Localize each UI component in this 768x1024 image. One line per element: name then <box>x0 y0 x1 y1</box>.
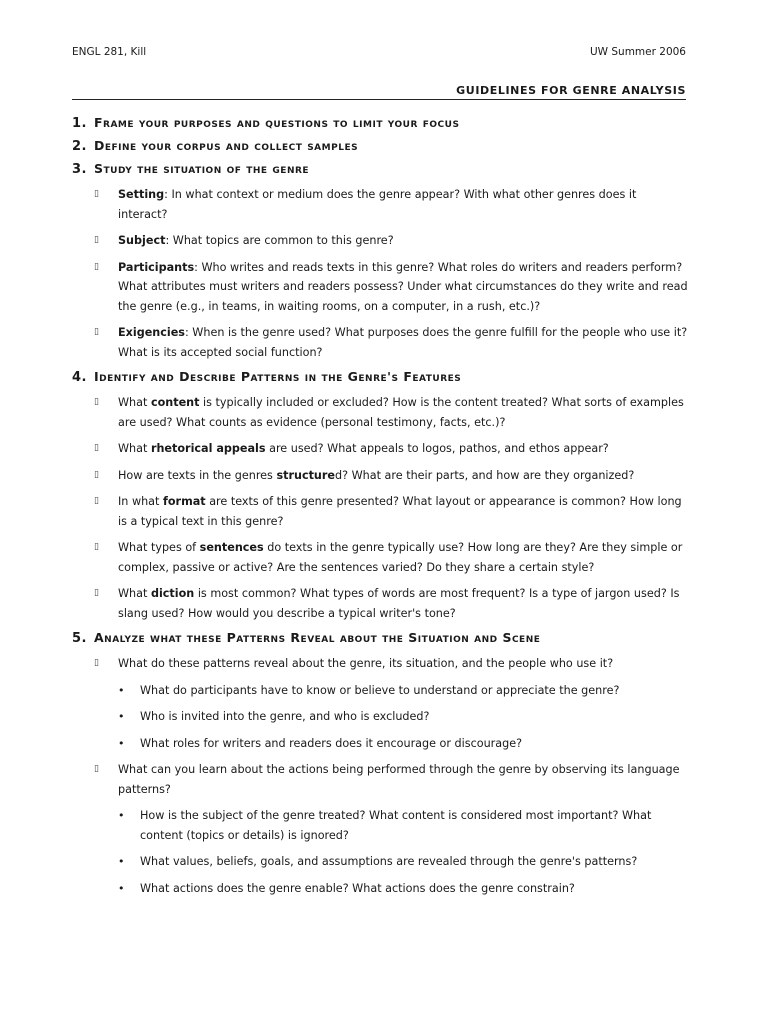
item-keyword: Setting <box>118 188 165 201</box>
term-label: UW Summer 2006 <box>589 46 686 58</box>
section-heading <box>72 631 692 646</box>
course-label: ENGL 281, Kill <box>72 46 147 58</box>
item-keyword: rhetorical appeals <box>150 442 266 455</box>
list-item <box>72 258 692 317</box>
item-keyword: Subject <box>118 234 166 247</box>
section-title: Identify and Describe Patterns in the Genre's Features <box>94 369 462 384</box>
sub-list-item <box>72 707 692 727</box>
section-heading <box>72 370 692 385</box>
item-text-tail: : What topics are common to this genre? <box>165 234 394 247</box>
dot-bullet-icon: • <box>118 683 125 697</box>
box-bullet-icon: ▯ <box>94 443 99 453</box>
item-text-tail: : When is the genre used? What purposes does the genre fulfill for the people who use it? What is its accepted social function? <box>118 326 688 359</box>
section-heading <box>72 162 692 177</box>
item-text-lead: What <box>118 587 151 600</box>
list-item-text <box>118 231 688 251</box>
box-bullet-icon: ▯ <box>94 235 99 245</box>
item-keyword: content <box>150 396 200 409</box>
section-number: 1. <box>72 116 87 131</box>
list-item-text <box>118 185 688 224</box>
list-item-text <box>118 584 688 623</box>
box-bullet-icon: ▯ <box>94 496 99 506</box>
list-item-text <box>118 760 688 799</box>
title-rule <box>72 99 686 100</box>
list-item-text <box>118 393 688 432</box>
item-text-lead: In what <box>118 495 163 508</box>
list-item <box>72 231 692 251</box>
section-title: Frame your purposes and questions to limit your focus <box>94 115 460 130</box>
box-bullet-icon: ▯ <box>94 189 99 199</box>
section-title: Analyze what these Patterns Reveal about the Situation and Scene <box>94 630 541 645</box>
list-item-text <box>118 492 688 531</box>
section-5 <box>72 631 692 898</box>
item-keyword: format <box>163 495 206 508</box>
section-number: 5. <box>72 631 87 646</box>
section-heading <box>72 116 692 131</box>
dot-bullet-icon: • <box>118 710 125 723</box>
item-text-tail: d? What are their parts, and how are they organized? <box>335 468 635 482</box>
guidelines-list <box>72 116 692 906</box>
list-item <box>72 185 692 224</box>
item-keyword: structure <box>276 468 335 482</box>
list-item <box>72 760 692 799</box>
item-text-tail: are texts of this genre presented? What layout or appearance is common? How long is a typical text in this genre? <box>118 495 682 528</box>
list-item-text <box>118 258 688 317</box>
box-bullet-icon: ▯ <box>94 261 99 272</box>
section-number: 4. <box>72 370 87 385</box>
item-text-tail: do texts in the genre typically use? How long are they? Are they simple or complex, passive or active? Are the sentences varied? Do they share a certain style? <box>118 541 683 574</box>
sub-list-item-text: How is the subject of the genre treated? What content is considered most important? What content (topics or details) is ignored? <box>140 809 652 842</box>
item-text-lead: What <box>118 396 151 409</box>
item-keyword: Exigencies <box>118 326 185 339</box>
sub-list-item-text: Who is invited into the genre, and who is excluded? <box>140 710 430 723</box>
box-bullet-icon: ▯ <box>94 658 99 668</box>
dot-bullet-icon: • <box>118 736 125 750</box>
box-bullet-icon: ▯ <box>94 764 99 774</box>
list-item <box>72 323 692 362</box>
item-text-lead: What can you learn about the actions being performed through the genre by observing its language patterns? <box>118 763 680 796</box>
box-bullet-icon: ▯ <box>94 397 99 407</box>
section-title: Define your corpus and collect samples <box>94 138 359 153</box>
sub-list-item-text: What roles for writers and readers does it encourage or discourage? <box>140 736 523 750</box>
sub-list-item-text: What actions does the genre enable? What actions does the genre constrain? <box>140 881 575 895</box>
box-bullet-icon: ▯ <box>94 469 99 480</box>
item-keyword: sentences <box>199 541 264 554</box>
list-item <box>72 584 692 623</box>
list-item <box>72 492 692 531</box>
box-bullet-icon: ▯ <box>94 588 99 598</box>
page-title: GUIDELINES FOR GENRE ANALYSIS <box>456 84 686 97</box>
item-text-tail: : Who writes and reads texts in this genre? What roles do writers and readers perform? What attributes must writers and readers possess? Under what circumstances do they write and read the genre (e.g., in teams, in waiting rooms, on a computer, in a rush, etc.)? <box>118 260 688 313</box>
item-keyword: diction <box>150 587 195 600</box>
list-item <box>72 393 692 432</box>
section-3 <box>72 162 692 362</box>
sub-list-item <box>72 879 692 899</box>
section-4 <box>72 370 692 623</box>
list-item-text <box>118 323 688 362</box>
list-item <box>72 654 692 674</box>
list-item-text <box>118 439 688 459</box>
item-text-tail: is most common? What types of words are most frequent? Is a type of jargon used? Is slang used? How would you describe a typical writer's tone? <box>118 587 680 620</box>
item-text-lead: How are texts in the genres <box>118 468 277 482</box>
list-item-text <box>118 538 688 577</box>
list-item-text <box>118 466 688 486</box>
item-text-tail: : In what context or medium does the genre appear? With what other genres does it interact? <box>118 188 637 221</box>
item-text-tail: are used? What appeals to logos, pathos, and ethos appear? <box>265 442 609 455</box>
section-number: 2. <box>72 139 87 154</box>
section-heading <box>72 139 692 154</box>
dot-bullet-icon: • <box>118 809 125 822</box>
item-text-lead: What <box>118 442 151 455</box>
dot-bullet-icon: • <box>118 855 125 868</box>
section-2 <box>72 139 692 154</box>
sub-list-item <box>72 852 692 872</box>
list-item <box>72 466 692 486</box>
list-item <box>72 439 692 459</box>
sub-list-item-text: What do participants have to know or believe to understand or appreciate the genre? <box>140 683 620 697</box>
item-keyword: Participants <box>118 260 195 274</box>
section-1 <box>72 116 692 131</box>
item-text-lead: What types of <box>118 541 200 554</box>
section-number: 3. <box>72 162 87 177</box>
item-text-tail: is typically included or excluded? How is the content treated? What sorts of examples are used? What counts as evidence (personal testimony, facts, etc.)? <box>118 396 684 429</box>
box-bullet-icon: ▯ <box>94 542 99 552</box>
box-bullet-icon: ▯ <box>94 327 99 337</box>
item-text-lead: What do these patterns reveal about the genre, its situation, and the people who use it? <box>118 657 614 670</box>
sub-list-item-text: What values, beliefs, goals, and assumptions are revealed through the genre's patterns? <box>140 855 638 868</box>
sub-list-item <box>72 681 692 701</box>
list-item <box>72 538 692 577</box>
sub-list-item <box>72 806 692 845</box>
dot-bullet-icon: • <box>118 881 125 895</box>
section-title: Study the situation of the genre <box>94 161 310 176</box>
sub-list-item <box>72 734 692 754</box>
list-item-text <box>118 654 688 674</box>
